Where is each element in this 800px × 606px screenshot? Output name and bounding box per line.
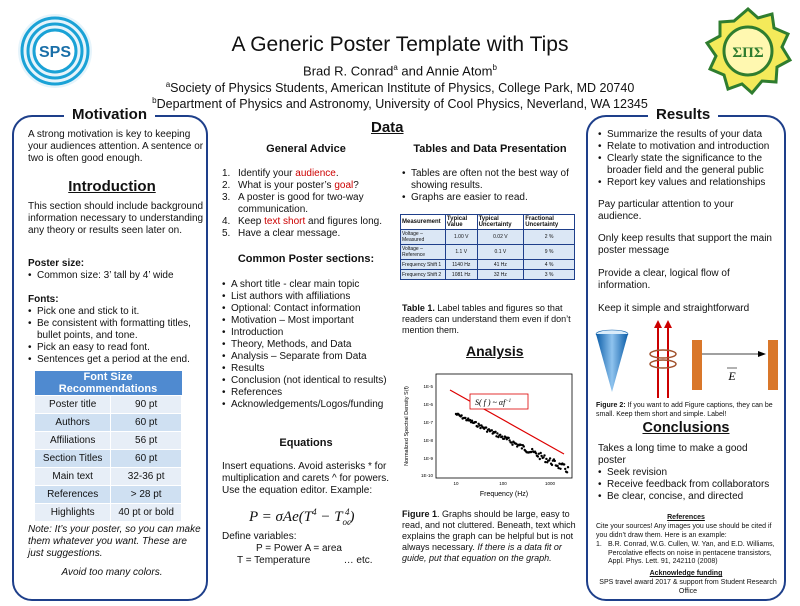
data-point — [485, 426, 487, 428]
data-table — [400, 214, 575, 280]
fit-equation: S( f ) ~ $\alpha f^{-1}$ — [475, 398, 512, 407]
results-list — [598, 129, 780, 189]
list-item: • Report key values and relationships — [598, 177, 780, 189]
affiliation-a: $^a$Society of Physics Students, American Institute of Physics, College Park, MD 20740 — [165, 80, 635, 96]
column-header: Typical Value — [445, 215, 477, 230]
capacitor-plate-right — [768, 340, 778, 390]
list-item: 4. Keep text short and figures long. — [222, 216, 382, 227]
data-point — [551, 464, 553, 466]
list-item: • Be clear, concise, and directed — [598, 491, 780, 503]
table-caption: Table 1. Label tables and figures so that readers can understand them even if don’t mention them. — [402, 303, 571, 335]
figure-2-caption: Figure 2: If you want to add Figure captions, they can be small. Keep them short and simple. Label! — [596, 402, 773, 418]
results-paragraph-1: Pay particular attention to your audience. — [598, 199, 734, 222]
tables-title: Tables and Data Presentation — [413, 143, 567, 155]
define-line-2: T = Temperature … etc. — [237, 555, 373, 566]
introduction-title: Introduction — [68, 178, 156, 195]
equations-text: Insert equations. Avoid asterisks * for multiplication and carets ^ for powers. Use the equation editor. Example: — [222, 461, 389, 496]
list-item: • Receive feedback from collaborators — [598, 479, 780, 491]
data-point — [511, 444, 513, 446]
figure-2-graphic — [592, 320, 782, 400]
poster-size-list — [28, 270, 204, 282]
list-item: • Analysis – Separate from Data — [222, 351, 396, 363]
references-intro: Cite your sources! Any images you use should be cited if you didn’t draw them. Here is an example: — [596, 523, 772, 539]
x-tick: 10 — [453, 481, 459, 486]
authors: Brad R. Conrad$^a$ and Annie Atom$^b$ — [303, 63, 497, 79]
conclusions-text: Takes a long time to make a good poster — [598, 443, 748, 466]
motivation-text: A strong motivation is key to keeping your audiences attention. A sentence or two is often good enough. — [28, 129, 204, 164]
y-axis-label: Normalized Spectral Density S(f) — [404, 386, 410, 466]
arrowhead — [654, 320, 662, 328]
reference-1: 1. B.R. Conrad, W.G. Cullen, W. Yan, and E.D. Williams, Percolative effects on noise in pentacene transistors, Appl. Phys. Lett. 91, 242110 (2008) — [596, 541, 775, 565]
list-item: • A short title - clear main topic — [222, 279, 396, 291]
x-axis-label: Frequency (Hz) — [479, 491, 529, 498]
table-row: Highlights 40 pt or bold — [35, 504, 182, 522]
y-tick: 1E-6 — [423, 402, 433, 407]
results-title: Results — [648, 106, 718, 124]
fonts-label: Fonts: — [28, 294, 59, 305]
data-point — [540, 452, 542, 454]
list-item: • Clearly state the significance to the broader field and the general public — [598, 153, 780, 177]
common-sections-title: Common Poster sections: — [237, 253, 375, 265]
results-paragraph-4: Keep it simple and straightforward — [598, 303, 750, 314]
column-header: Fractional Uncertainty — [524, 215, 575, 230]
y-tick: 1E-9 — [423, 456, 433, 461]
coil-loop — [650, 360, 676, 368]
list-item: • Pick an easy to read font. — [28, 342, 204, 354]
data-point — [559, 468, 561, 470]
motivation-title: Motivation — [64, 106, 155, 124]
data-point — [491, 429, 493, 431]
conclusions-list — [598, 467, 780, 503]
common-sections-list — [222, 279, 396, 411]
data-point — [523, 445, 525, 447]
data-point — [549, 457, 551, 459]
table-row: Section Titles 60 pt — [35, 450, 182, 468]
list-item: 3. A poster is good for two-way communication. — [222, 192, 364, 215]
introduction-text: This section should include background information necessary to understanding any theory or results seen later on. — [28, 201, 204, 236]
column-header: Typical Uncertainty — [477, 215, 524, 230]
results-paragraph-2: Only keep results that support the main poster message — [598, 233, 772, 256]
table-row: Authors 60 pt — [35, 414, 182, 432]
general-advice-title: General Advice — [266, 143, 346, 155]
list-item: • List authors with affiliations — [222, 291, 396, 303]
x-tick: 100 — [499, 481, 507, 486]
cone-icon — [596, 334, 628, 392]
list-item: • Graphs are easier to read. — [402, 192, 578, 204]
arrowhead — [758, 351, 766, 357]
data-point — [535, 452, 537, 454]
list-item: • Conclusion (not identical to results) — [222, 375, 396, 387]
list-item: • Common size: 3’ tall by 4’ wide — [28, 270, 204, 282]
font-size-table-title: Font Size Recommendations — [35, 371, 182, 396]
list-item: • Tables are often not the best way of showing results. — [402, 168, 578, 192]
data-point — [556, 465, 558, 467]
table-row: Affiliations 56 pt — [35, 432, 182, 450]
analysis-graph — [398, 368, 578, 502]
fonts-list — [28, 306, 204, 366]
tables-list — [402, 168, 578, 204]
data-point — [537, 455, 539, 457]
efield-label: E — [728, 369, 736, 383]
acknowledge-text: SPS travel award 2017 & support from Student Research Office — [599, 579, 777, 595]
data-point — [501, 435, 503, 437]
table-row: Voltage – Measured 1.00 V 0.02 V 2 % — [401, 230, 575, 245]
list-item: • Results — [222, 363, 396, 375]
data-point — [475, 421, 477, 423]
coil-loop — [650, 350, 676, 358]
list-item: • Motivation – Most important — [222, 315, 396, 327]
plot-area — [436, 374, 572, 478]
affiliation-b: $^b$Department of Physics and Astronomy, University of Cool Physics, Neverland, WA 12345 — [152, 96, 648, 112]
table-row: Main text 32-36 pt — [35, 468, 182, 486]
list-item: • Sentences get a period at the end. — [28, 354, 204, 366]
references-title: References — [667, 514, 705, 521]
reference-number: 1. — [596, 541, 602, 548]
data-point — [563, 463, 565, 465]
data-point — [564, 468, 566, 470]
list-item: • References — [222, 387, 396, 399]
data-point — [531, 448, 533, 450]
list-item: • Pick one and stick to it. — [28, 306, 204, 318]
list-item: • Relate to motivation and introduction — [598, 141, 780, 153]
define-line-1: P = Power A = area — [256, 543, 342, 554]
sps-logo-text: SPS — [38, 44, 72, 61]
table-row: Poster title 90 pt — [35, 396, 182, 414]
list-item: 5. Have a clear message. — [222, 228, 341, 239]
data-point — [554, 460, 556, 462]
list-item: • Summarize the results of your data — [598, 129, 780, 141]
data-point — [496, 432, 498, 434]
data-point — [494, 431, 496, 433]
equation: $P = \sigma Ae(T^4 - T_{oc}^4)$ — [249, 507, 355, 527]
data-point — [543, 454, 545, 456]
data-point — [545, 458, 547, 460]
data-point — [521, 447, 523, 449]
list-item: • Acknowledgements/Logos/funding — [222, 399, 396, 411]
analysis-title: Analysis — [466, 343, 524, 359]
figure-caption: Figure 1. Graphs should be large, easy to read, and not cluttered. Beneath, text which explains the graph can be helpful but is not always necessary. If there is a data fit or guide, put that equation on the graph. — [402, 509, 576, 563]
table-row: References > 28 pt — [35, 486, 182, 504]
table-row: Frequency Shift 1 1140 Hz 41 Hz 4 % — [401, 260, 575, 270]
data-point — [508, 437, 510, 439]
poster-size-label: Poster size: — [28, 258, 85, 269]
define-variables-label: Define variables: — [222, 531, 297, 542]
font-size-table — [34, 371, 182, 522]
y-tick: 1E-7 — [423, 420, 433, 425]
poster-title: A Generic Poster Template with Tips — [231, 33, 569, 56]
list-item: 1. Identify your audience. — [222, 168, 339, 179]
y-tick: 1E-5 — [423, 384, 433, 389]
list-item: • Optional: Contact information — [222, 303, 396, 315]
data-point — [567, 466, 569, 468]
data-point — [566, 471, 568, 473]
list-item: • Introduction — [222, 327, 396, 339]
list-item: • Theory, Methods, and Data — [222, 339, 396, 351]
general-advice-list — [222, 168, 394, 240]
table-row: Voltage – Reference 1.1 V 0.1 V 9 % — [401, 245, 575, 260]
data-title: Data — [371, 119, 404, 136]
acknowledge-title: Acknowledge funding — [649, 570, 723, 577]
data-point — [499, 434, 501, 436]
arrowhead — [664, 320, 672, 328]
list-item: • Seek revision — [598, 467, 780, 479]
list-item: • Be consistent with formatting titles, bullet points, and tone. — [28, 318, 204, 342]
data-point — [539, 458, 541, 460]
table-row: Frequency Shift 2 1081 Hz 32 Hz 3 % — [401, 270, 575, 280]
results-paragraph-3: Provide a clear, logical flow of information. — [598, 268, 730, 291]
data-point — [464, 417, 466, 419]
x-tick: 1000 — [544, 481, 556, 486]
avoid-colors-text: Avoid too many colors. — [61, 567, 163, 578]
data-point — [460, 414, 462, 416]
column-header: Measurement — [401, 215, 446, 230]
equations-title: Equations — [279, 437, 333, 449]
y-tick: 1E-10 — [420, 473, 433, 478]
list-item: 2. What is your poster’s goal? — [222, 180, 359, 191]
conclusions-title: Conclusions — [642, 420, 730, 436]
sigma-pi-sigma-logo-text: ΣΠΣ — [732, 45, 764, 61]
note-text: Note: It’s your poster, so you can make them whatever you want. These are just suggestions. — [28, 524, 201, 559]
capacitor-plate-left — [692, 340, 702, 390]
y-tick: 1E-8 — [423, 438, 433, 443]
